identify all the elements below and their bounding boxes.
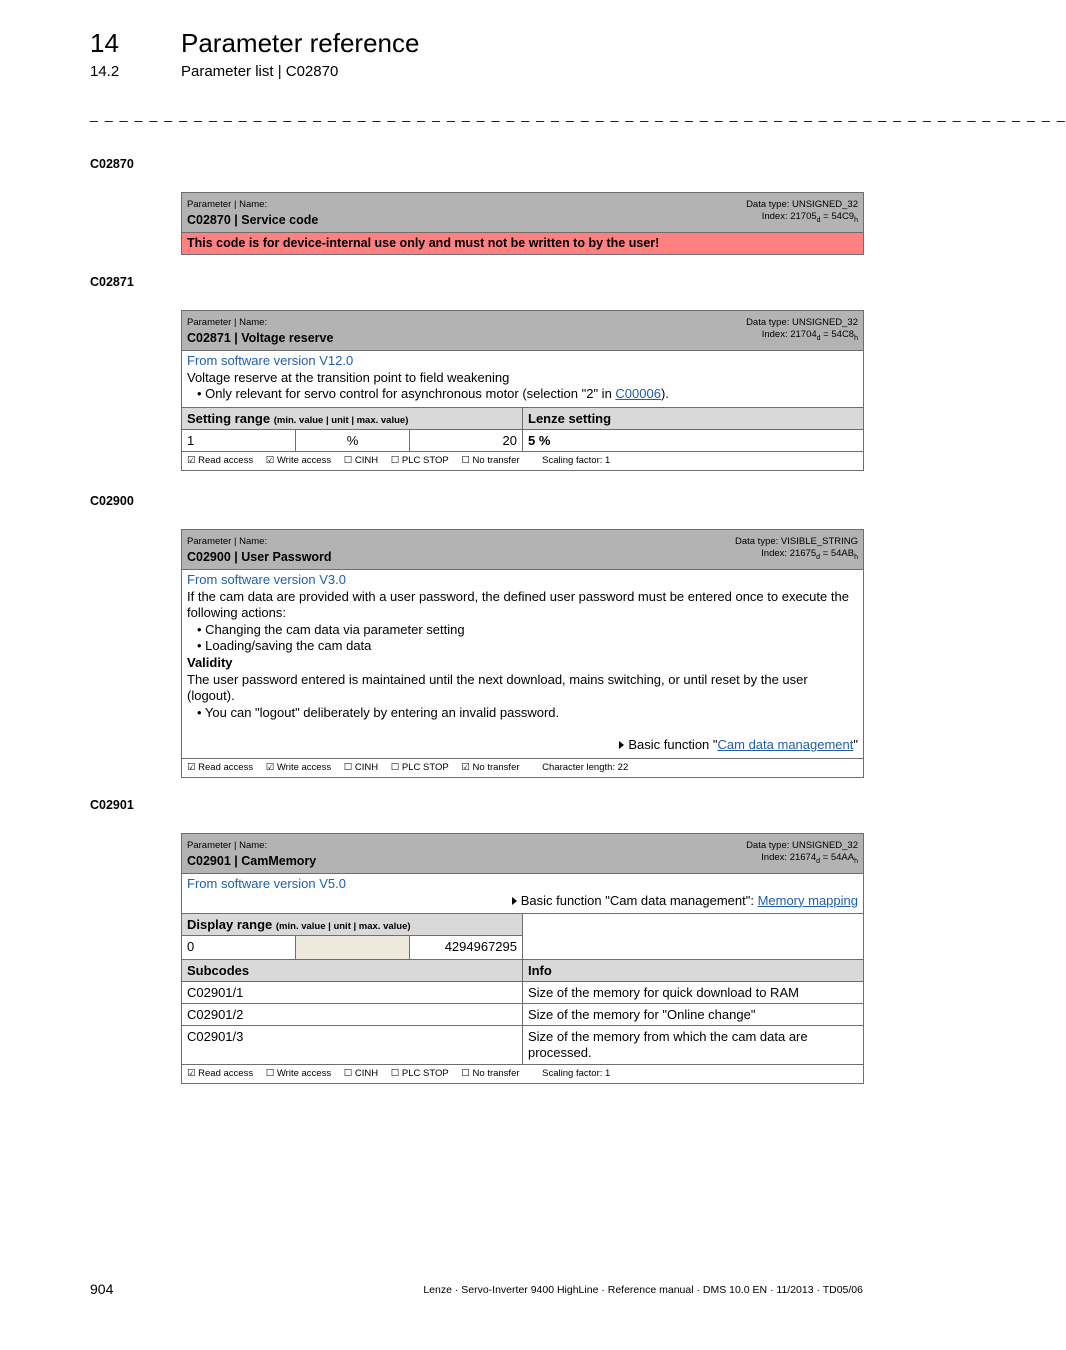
bullet-item: • Only relevant for servo control for asynchronous motor (selection "2" in C00006). [197, 386, 669, 402]
subcode-cell: C02901/3 [182, 1026, 523, 1064]
param-description [182, 351, 863, 407]
param-index: Index: $21704_d = 54C8_h$ [761, 329, 858, 342]
lenze-setting-header: Lenze setting [523, 408, 863, 429]
param-label: Parameter | Name: [187, 536, 268, 547]
param-header [182, 311, 863, 351]
cinh-flag: ☐ CINH [343, 761, 379, 773]
bullet-item: • You can "logout" deliberately by entering an invalid password. [197, 704, 560, 720]
warning-text: This code is for device-internal use only and must not be written to by the user! [182, 233, 863, 254]
param-description [182, 570, 863, 758]
param-label: Parameter | Name: [187, 317, 268, 328]
write-access-flag: ☑ Write access [265, 454, 332, 466]
param-table-c02900 [181, 529, 864, 778]
page-number: 904 [90, 1281, 114, 1297]
param-header [182, 193, 863, 233]
param-table-c02871 [181, 310, 864, 471]
footer-text: Lenze · Servo-Inverter 9400 HighLine · Reference manual · DMS 10.0 EN · 11/2013 · TD05/06 [423, 1284, 863, 1296]
param-description [182, 874, 863, 913]
subcode-cell: C02901/1 [182, 982, 523, 1003]
section-label-c02870: C02870 [90, 157, 134, 171]
section-label-c02901: C02901 [90, 798, 134, 812]
bullet-item: • Changing the cam data via parameter setting [197, 621, 465, 637]
chapter-number: 14 [90, 28, 119, 58]
cinh-flag: ☐ CINH [343, 454, 379, 466]
data-type: Data type: UNSIGNED_32 [746, 840, 858, 851]
c00006-link[interactable]: C00006 [615, 386, 661, 402]
setting-range-header: Setting range (min. value | unit | max. value) [182, 408, 523, 429]
write-access-flag: ☑ Write access [265, 761, 332, 773]
data-type: Data type: UNSIGNED_32 [746, 199, 858, 210]
max-value: 20 [410, 430, 523, 451]
display-range [182, 914, 523, 959]
subcodes-header: Subcodes [182, 960, 523, 981]
display-range-header: Display range (min. value | unit | max. value) [182, 914, 522, 936]
display-range-block [182, 913, 863, 959]
range-value-row [182, 429, 863, 451]
write-access-flag: ☐ Write access [265, 1068, 332, 1080]
software-version: From software version V3.0 [187, 572, 346, 587]
no-transfer-flag: ☑ No transfer [461, 761, 520, 773]
no-transfer-flag: ☐ No transfer [461, 1068, 520, 1080]
triangle-right-icon [512, 897, 517, 905]
param-header [182, 530, 863, 570]
plc-stop-flag: ☐ PLC STOP [390, 761, 449, 773]
info-cell: Size of the memory from which the cam data are processed. [528, 1029, 808, 1061]
software-version: From software version V5.0 [187, 876, 346, 891]
param-index: Index: $21705_d = 54C9_h$ [761, 211, 858, 224]
software-version: From software version V12.0 [187, 353, 354, 368]
param-header [182, 834, 863, 874]
unit-value: % [296, 430, 410, 451]
table-row [182, 1003, 863, 1025]
chapter-title: Parameter reference [181, 28, 420, 58]
table-row [182, 981, 863, 1003]
data-type: Data type: UNSIGNED_32 [746, 317, 858, 328]
no-transfer-flag: ☐ No transfer [461, 454, 520, 466]
info-cell: Size of the memory for "Online change" [528, 1007, 756, 1023]
unit-value [296, 936, 410, 959]
description-paragraph: If the cam data are provided with a user password, the defined user password must be entered once to execute the following actions: [187, 588, 849, 621]
subcode-cell: C02901/2 [182, 1004, 523, 1025]
plc-stop-flag: ☐ PLC STOP [390, 454, 449, 466]
section-number: 14.2 [90, 63, 120, 80]
param-index: Index: $21675_d = 54AB_h$ [761, 548, 858, 561]
param-name: C02870 | Service code [187, 213, 319, 227]
triangle-right-icon [619, 741, 624, 749]
subcodes-header-row [182, 959, 863, 981]
character-length: Character length: 22 [542, 761, 629, 773]
bullet-item: • Loading/saving the cam data [197, 638, 372, 654]
basic-function-reference: Basic function "Cam data management": Memory mapping [187, 893, 858, 910]
header-separator: _ _ _ _ _ _ _ _ _ _ _ _ _ _ _ _ _ _ _ _ _ _ _ _ _ _ _ _ _ _ _ _ _ _ _ _ _ _ _ _ _ _ _ _ _ _ _ _ _ _ _ _ _ _ _ _ _ _ _ _ _ _ _ _ _ _ [90, 106, 1066, 122]
data-type: Data type: VISIBLE_STRING [734, 536, 858, 547]
memory-mapping-link[interactable]: Memory mapping [757, 892, 858, 908]
cam-data-management-link[interactable]: Cam data management [717, 737, 854, 753]
scaling-factor: Scaling factor: 1 [542, 454, 611, 466]
section-label-c02871: C02871 [90, 275, 134, 289]
basic-function-reference: Basic function "Cam data management" [187, 737, 858, 754]
param-label: Parameter | Name: [187, 840, 268, 851]
param-name: C02900 | User Password [187, 550, 332, 564]
param-label: Parameter | Name: [187, 199, 268, 210]
info-cell: Size of the memory for quick download to RAM [528, 985, 799, 1001]
info-header: Info [523, 960, 863, 981]
section-label-c02900: C02900 [90, 494, 134, 508]
plc-stop-flag: ☐ PLC STOP [390, 1068, 449, 1080]
access-flags [182, 1064, 863, 1083]
range-header-row [182, 407, 863, 429]
validity-heading: Validity [187, 654, 233, 670]
access-flags [182, 451, 863, 470]
read-access-flag: ☑ Read access [187, 454, 254, 466]
read-access-flag: ☑ Read access [187, 1068, 254, 1080]
section-title: Parameter list | C02870 [181, 63, 339, 80]
read-access-flag: ☑ Read access [187, 761, 254, 773]
param-name: C02901 | CamMemory [187, 854, 317, 868]
param-table-c02901 [181, 833, 864, 1084]
table-row [182, 1025, 863, 1064]
scaling-factor: Scaling factor: 1 [542, 1068, 611, 1080]
min-value: 1 [182, 430, 296, 451]
lenze-setting-value: 5 % [528, 432, 551, 448]
param-index: Index: $21674_d = 54AA_h$ [761, 852, 858, 865]
min-value: 0 [182, 936, 296, 959]
access-flags [182, 758, 863, 777]
empty-cell [523, 914, 863, 959]
description-line: Voltage reserve at the transition point to field weakening [187, 369, 510, 385]
param-table-c02870 [181, 192, 864, 255]
description-paragraph: The user password entered is maintained until the next download, mains switching, or until reset by the user (logout). [187, 671, 808, 704]
param-name: C02871 | Voltage reserve [187, 331, 334, 345]
max-value: 4294967295 [444, 939, 517, 955]
display-range-values [182, 936, 522, 959]
cinh-flag: ☐ CINH [343, 1068, 379, 1080]
